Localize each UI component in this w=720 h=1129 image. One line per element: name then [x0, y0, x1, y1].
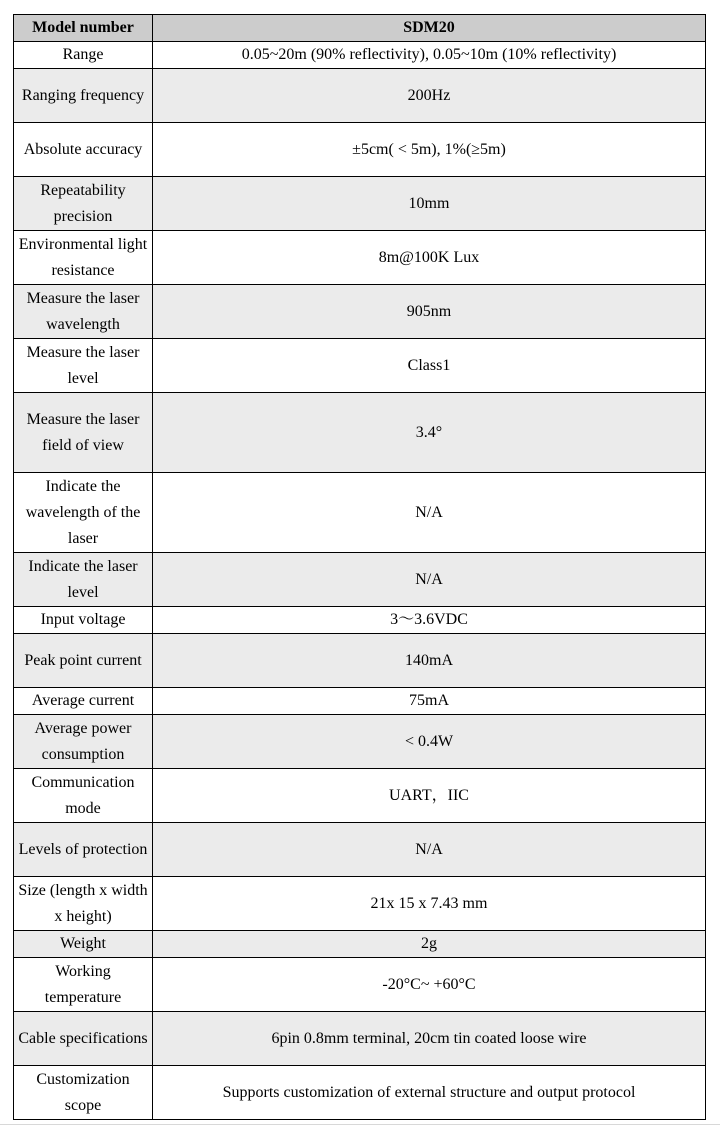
spec-label: Working temperature: [14, 958, 153, 1012]
table-row: [14, 877, 706, 931]
spec-value: N/A: [153, 553, 706, 607]
table-row: [14, 931, 706, 958]
table-row: [14, 69, 706, 123]
spec-value: 10mm: [153, 177, 706, 231]
spec-label: Range: [14, 42, 153, 69]
table-row: [14, 231, 706, 285]
table-row: [14, 1012, 706, 1066]
spec-label: Indicate the wavelength of the laser: [14, 473, 153, 553]
table-row: [14, 285, 706, 339]
header-label-cell: Model number: [14, 15, 153, 42]
table-row: [14, 123, 706, 177]
spec-value: 6pin 0.8mm terminal, 20cm tin coated loose wire: [153, 1012, 706, 1066]
spec-label: Levels of protection: [14, 823, 153, 877]
spec-label: Average power consumption: [14, 715, 153, 769]
table-row: [14, 177, 706, 231]
table-row: [14, 339, 706, 393]
spec-value: 75mA: [153, 688, 706, 715]
spec-value: 3.4°: [153, 393, 706, 473]
table-row: [14, 473, 706, 553]
table-row: [14, 1066, 706, 1120]
spec-label: Peak point current: [14, 634, 153, 688]
spec-value: ±5cm( < 5m), 1%(≥5m): [153, 123, 706, 177]
spec-value: < 0.4W: [153, 715, 706, 769]
spec-value: 905nm: [153, 285, 706, 339]
spec-label: Size (length x width x height): [14, 877, 153, 931]
header-value-cell: SDM20: [153, 15, 706, 42]
spec-label: Average current: [14, 688, 153, 715]
spec-value: N/A: [153, 823, 706, 877]
table-row: [14, 823, 706, 877]
spec-label: Absolute accuracy: [14, 123, 153, 177]
table-row: [14, 42, 706, 69]
table-row: [14, 393, 706, 473]
spec-value: 2g: [153, 931, 706, 958]
spec-value: 140mA: [153, 634, 706, 688]
table-header-row: [14, 15, 706, 42]
spec-table: [13, 14, 706, 1120]
spec-label: Indicate the laser level: [14, 553, 153, 607]
spec-value: UART，IIC: [153, 769, 706, 823]
spec-label: Measure the laser level: [14, 339, 153, 393]
spec-label: Environmental light resistance: [14, 231, 153, 285]
table-row: [14, 958, 706, 1012]
spec-value: 21x 15 x 7.43 mm: [153, 877, 706, 931]
table-row: [14, 769, 706, 823]
spec-label: Customization scope: [14, 1066, 153, 1120]
table-row: [14, 715, 706, 769]
table-row: [14, 688, 706, 715]
spec-label: Cable specifications: [14, 1012, 153, 1066]
spec-label: Input voltage: [14, 607, 153, 634]
spec-label: Repeatability precision: [14, 177, 153, 231]
spec-label: Weight: [14, 931, 153, 958]
spec-value: 3～3.6VDC: [153, 607, 706, 634]
table-row: [14, 607, 706, 634]
page-bottom-divider: [0, 1124, 720, 1125]
spec-label: Ranging frequency: [14, 69, 153, 123]
spec-table-container: [13, 14, 705, 1120]
spec-label: Communication mode: [14, 769, 153, 823]
spec-label: Measure the laser field of view: [14, 393, 153, 473]
spec-value: 8m@100K Lux: [153, 231, 706, 285]
spec-value: Supports customization of external structure and output protocol: [153, 1066, 706, 1120]
spec-label: Measure the laser wavelength: [14, 285, 153, 339]
spec-value: N/A: [153, 473, 706, 553]
spec-value: -20°C~ +60°C: [153, 958, 706, 1012]
table-row: [14, 553, 706, 607]
spec-value: 0.05~20m (90% reflectivity), 0.05~10m (10% reflectivity): [153, 42, 706, 69]
table-row: [14, 634, 706, 688]
spec-value: 200Hz: [153, 69, 706, 123]
spec-value: Class1: [153, 339, 706, 393]
